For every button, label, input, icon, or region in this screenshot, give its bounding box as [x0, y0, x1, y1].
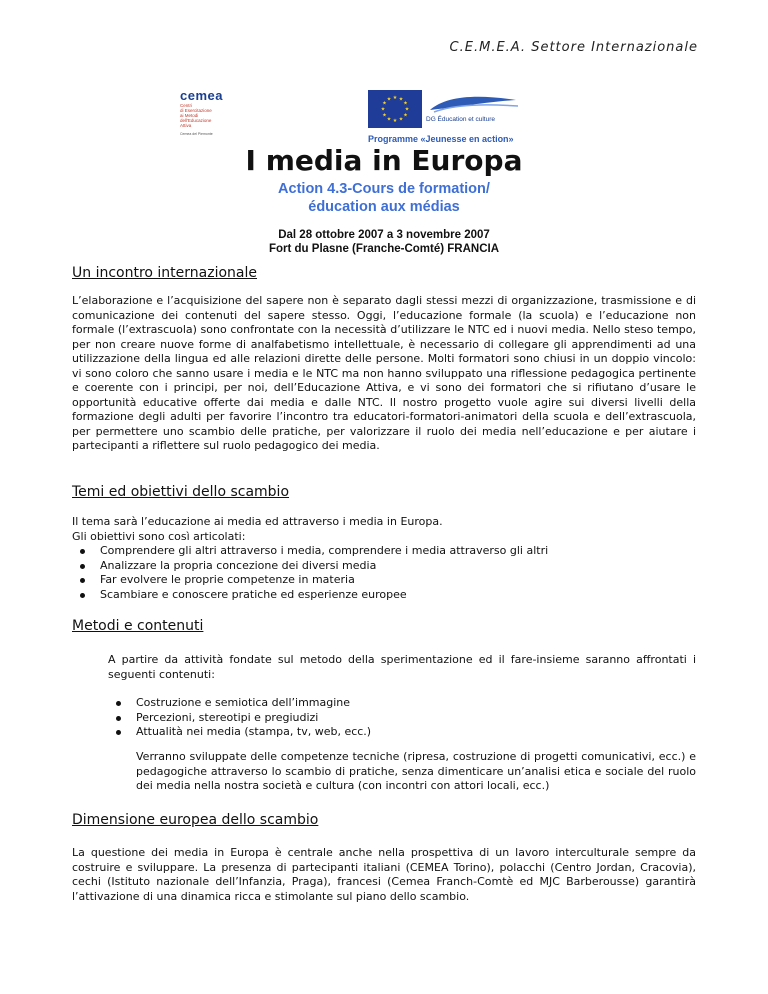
metodi-list	[112, 696, 371, 740]
bullet-icon	[116, 701, 121, 706]
header-org: C.E.M.E.A. Settore Internazionale	[449, 40, 698, 55]
section-heading-temi: Temi ed obiettivi dello scambio	[72, 484, 290, 500]
metodi-outro: Verranno sviluppate delle competenze tecniche (ripresa, costruzione di progetti comunicativi, ecc.) e pedagogiche attraverso lo scambio di pratiche, senza dimenticare un’analisi etica e sociale del ruolo dei media nella nostra società e cultura (con incontri con attori locali, ecc.)	[136, 750, 696, 792]
eu-logo	[368, 90, 520, 144]
section-heading-dimensione: Dimensione europea dello scambio	[72, 812, 319, 828]
dates-line: Dal 28 ottobre 2007 a 3 novembre 2007	[278, 229, 490, 241]
svg-text:★: ★	[392, 95, 398, 101]
svg-text:★: ★	[398, 116, 404, 123]
list-item-text: Comprendere gli altri attraverso i media, comprendere i media attraverso gli altri	[100, 544, 549, 557]
svg-text:★: ★	[380, 106, 386, 113]
temi-list	[76, 544, 548, 602]
bullet-icon	[80, 564, 85, 569]
location-line: Fort du Plasne (Franche-Comté) FRANCIA	[268, 243, 499, 255]
svg-text:★: ★	[382, 112, 387, 119]
section-heading-metodi: Metodi e contenuti	[72, 618, 204, 634]
list-item-text: Scambiare e conoscere pratiche ed esperienze europee	[100, 587, 407, 601]
bullet-icon	[116, 716, 121, 721]
subtitle-line: éducation aux médias	[308, 199, 460, 215]
section-heading-incontro: Un incontro internazionale	[72, 265, 258, 281]
page-subtitle	[0, 180, 768, 216]
list-item-text: Analizzare la propria concezione dei diversi media	[100, 558, 377, 572]
temi-intro-line: Il tema sarà l’educazione ai media ed attraverso i media in Europa.	[72, 515, 443, 528]
cemea-logo-line: ai Metodi	[180, 113, 199, 118]
svg-text:★: ★	[386, 96, 392, 103]
cemea-logo-line: Centri	[180, 103, 193, 108]
list-item	[76, 544, 548, 559]
cemea-logo	[180, 88, 238, 150]
list-item-text: Costruzione e semiotica dell’immagine	[136, 696, 351, 709]
event-dates	[0, 228, 768, 256]
svg-text:★: ★	[404, 106, 410, 113]
section-text-incontro: L’elaborazione e l’acquisizione del sapere non è separato dagli stessi mezzi di organizzazione, trasmissione e di comunicazione dei contenuti del sapere stesso. Oggi, l’educazione formale (la scuola) e l’educazione non formale (l’extrascuola) sono confrontate con la necessità d’utilizzare le NTC ed i nuovi media. Nello steso tempo, per non creare nuove forme di analfabetismo intellettuale, è necessario di collegare gli apprendimenti ad una utilizzazione della lingua ed alle relazioni dirette delle persone. Molti formatori sono chiusi in un doppio vincolo: vi sono coloro che sanno usare i media e le NTC ma non hanno sviluppato una riflessione pedagogica pertinente e coerente con i principi, per noi, dell’Educazione Attiva, e vi sono dei formatori che si rifiutano d’usare le opportunità educative offerte dai media e dalle NTC. Il nostro progetto vuole agire sui diversi livelli della formazione degli adulti per favorire l’incontro tra educatori-formatori-animatori della scuola e dell’extrascuola, per permettere uno scambio delle pratiche, per valorizzare il ruolo dei media nell’educazione e per aiutare i partecipanti a riflettere sul ruolo pedagogico dei media.	[72, 294, 696, 452]
subtitle-line: Action 4.3-Cours de formation/	[278, 181, 490, 197]
section-text-dimensione: La questione dei media in Europa è centrale anche nella prospettiva di un lavoro interculturale sempre da costruire e sviluppare. La presenza di partecipanti italiani (CEMEA Torino), polacchi (Centro Jordan, Cracovia), cechi (Istituto nazionale dell’Infanzia, Praga), francesi (Cemea Franch-Comtè ed MJC Barberousse) garantirà l’attivazione di una dinamica ricca e stimolante sul piano dello scambio.	[72, 846, 696, 903]
metodi-intro: A partire da attività fondate sul metodo della sperimentazione ed il fare-insieme saranno affrontati i seguenti contenuti:	[108, 653, 696, 681]
page-title: I media in Europa	[245, 144, 523, 177]
bullet-icon	[80, 549, 85, 554]
svg-text:★: ★	[392, 118, 398, 124]
svg-text:★: ★	[398, 96, 404, 103]
eu-dg-label: DG Éducation et culture	[426, 116, 496, 123]
cemea-logo-line: di Esercitazione	[180, 108, 212, 113]
bullet-icon	[80, 578, 85, 583]
list-item	[112, 696, 371, 711]
eu-programme-label: Programme «Jeunesse en action»	[368, 134, 514, 144]
cemea-logo-name: cemea	[180, 88, 223, 103]
svg-text:★: ★	[403, 100, 408, 107]
bullet-icon	[80, 593, 85, 598]
list-item-text: Percezioni, stereotipi e pregiudizi	[136, 710, 319, 724]
svg-text:★: ★	[382, 100, 387, 107]
list-item	[112, 711, 371, 726]
bullet-icon	[116, 730, 121, 735]
list-item-text: Far evolvere le proprie competenze in materia	[100, 573, 355, 586]
list-item	[112, 725, 371, 740]
cemea-logo-line: Attiva	[180, 123, 192, 128]
svg-text:★: ★	[386, 116, 392, 123]
cemea-logo-small: Cemea del Piemonte	[180, 132, 213, 136]
list-item	[76, 559, 548, 574]
list-item	[76, 588, 548, 603]
svg-text:★: ★	[403, 112, 408, 119]
temi-intro-line: Gli obiettivi sono così articolati:	[72, 529, 246, 543]
eu-flag-icon	[368, 90, 422, 128]
cemea-logo-line: dell'Educazione	[180, 118, 212, 123]
list-item	[76, 573, 548, 588]
list-item-text: Attualità nei media (stampa, tv, web, ecc.)	[136, 725, 372, 738]
temi-intro	[72, 515, 696, 544]
